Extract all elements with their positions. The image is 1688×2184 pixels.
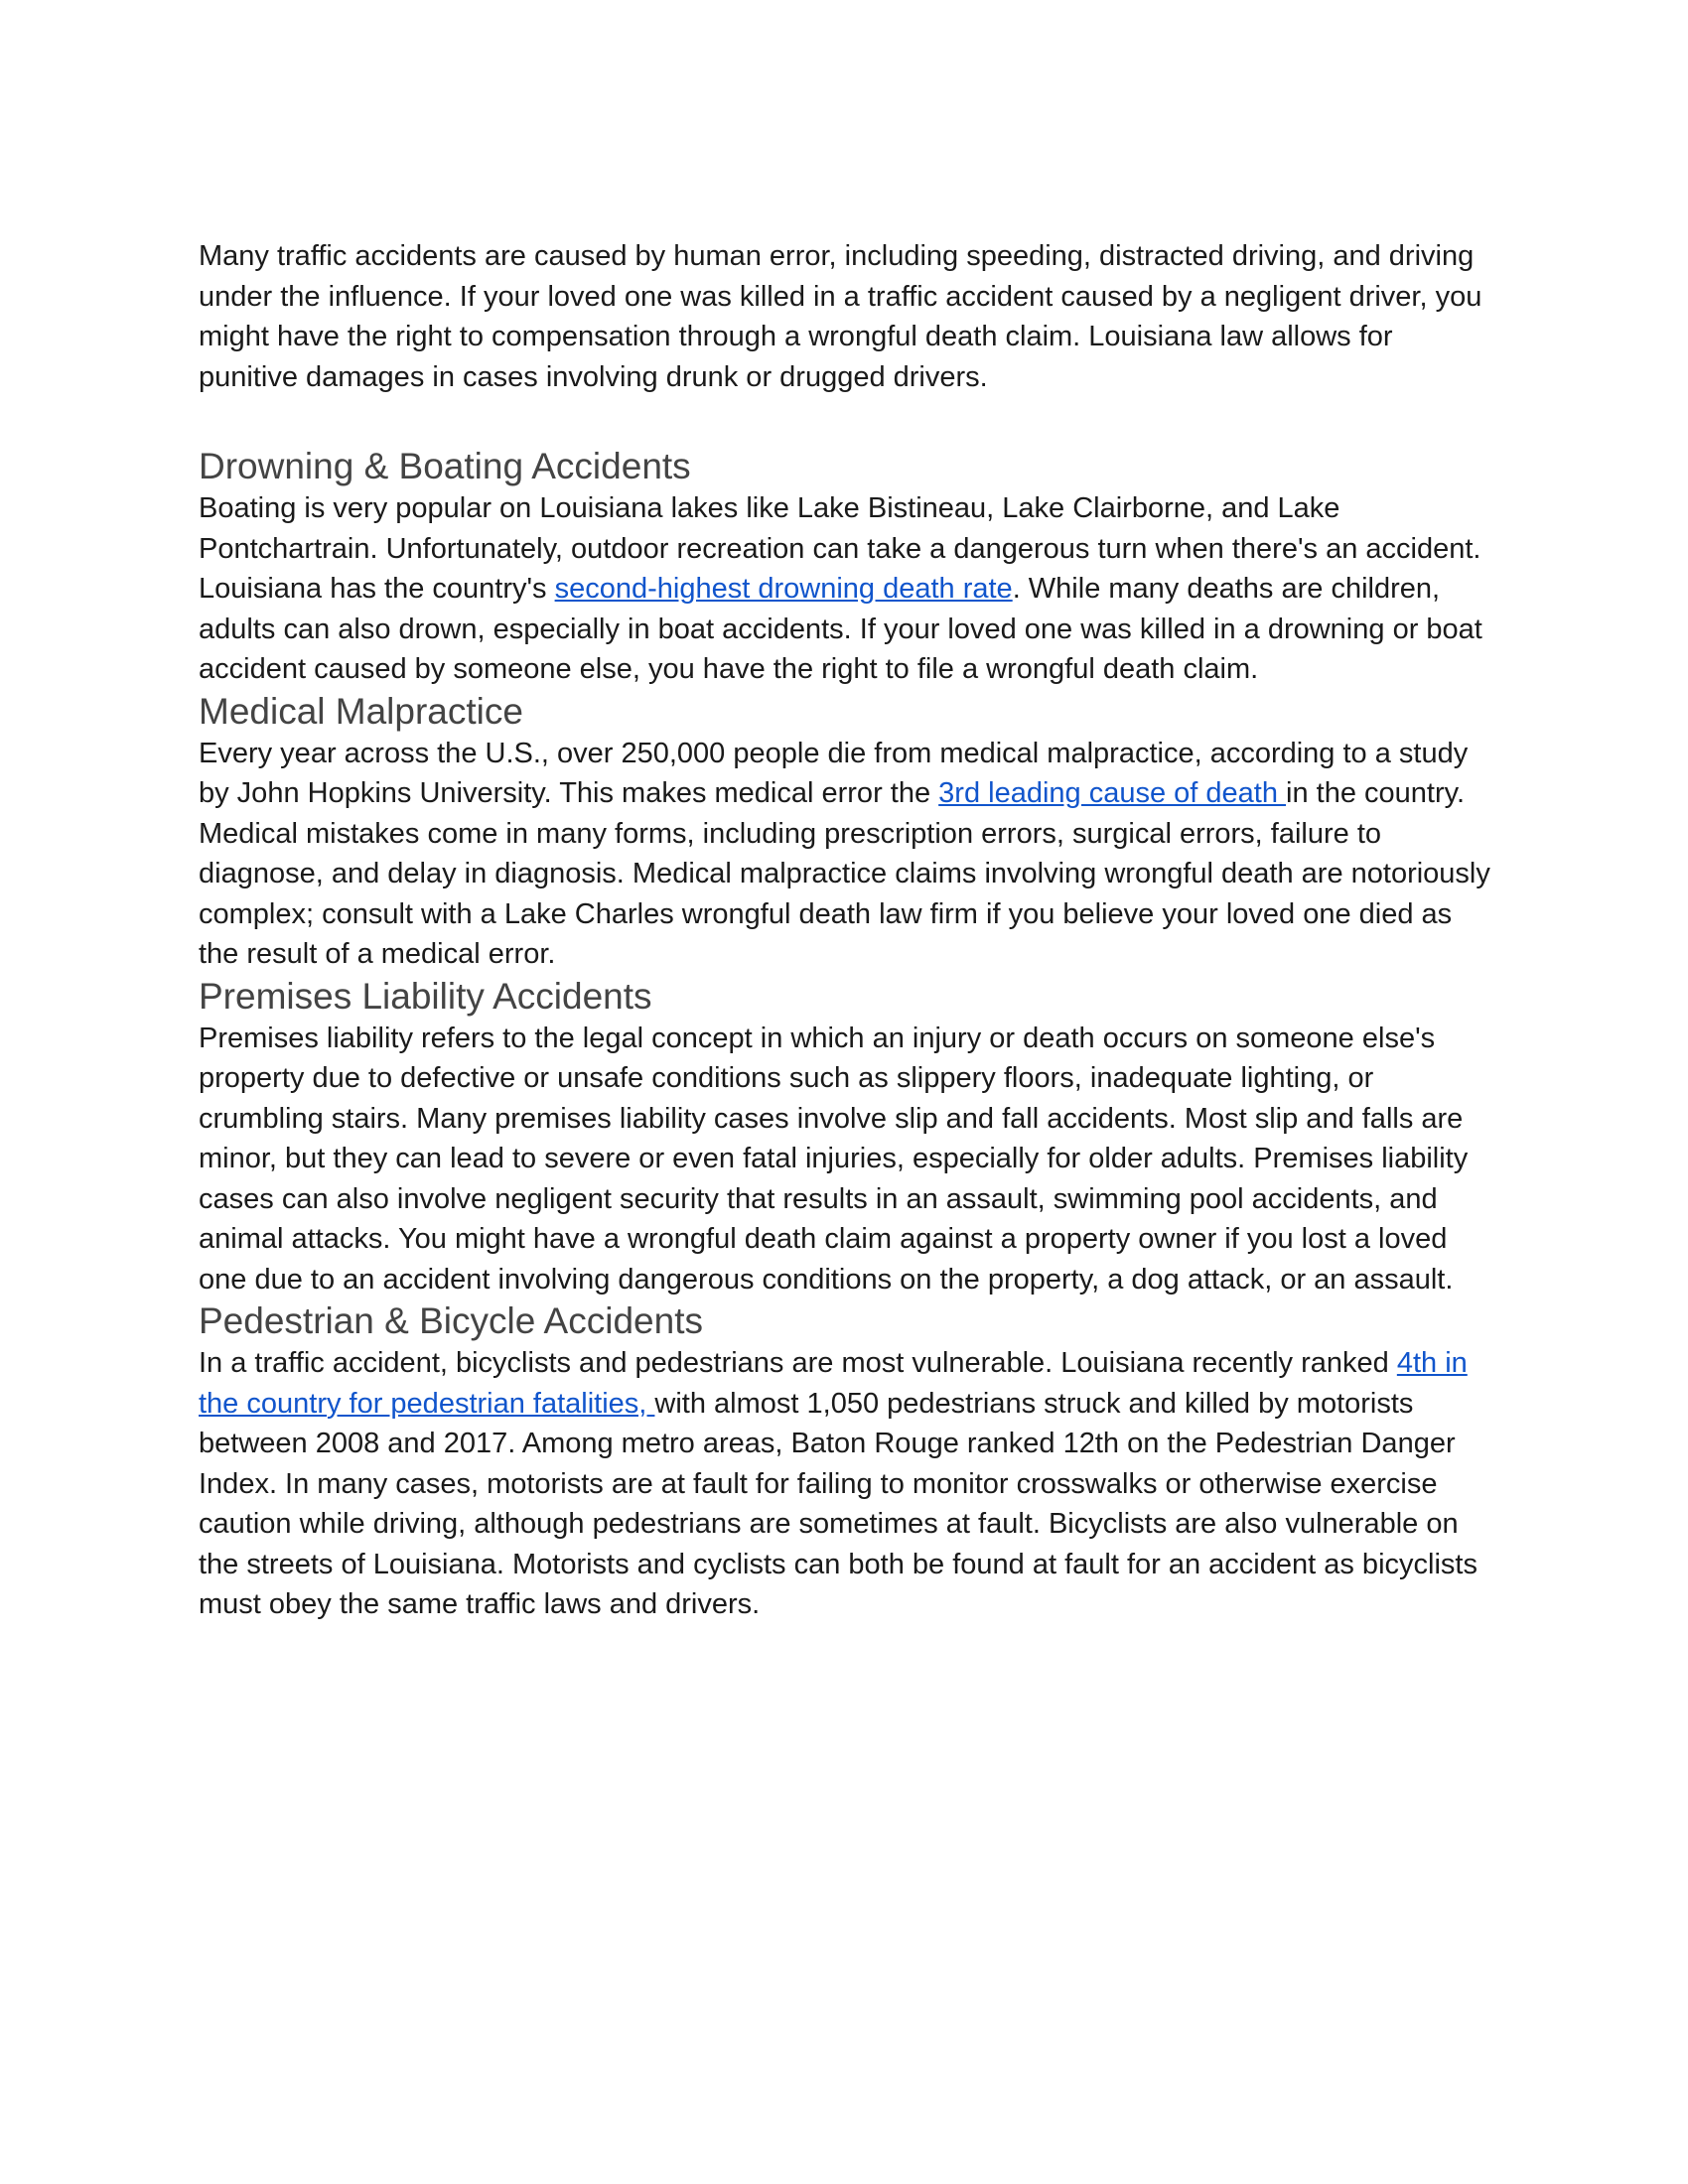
premises-text: Premises liability refers to the legal concept in which an injury or death occurs on someone else's property due to defective or unsafe conditions such as slippery floors, inadequate lighting, or crumbling stairs. Many premises liability cases involve slip and fall accidents. Most slip and falls are minor, but they can lead to severe or even fatal injuries, especially for older adults. Premises liability cases can also involve negligent security that results in an assault, swimming pool accidents, and animal attacks. You might have a wrongful death claim against a property owner if you lost a loved one due to an accident involving dangerous conditions on the property, a dog attack, or an assault.	[199, 1022, 1469, 1296]
intro-paragraph	[199, 236, 1499, 397]
heading-premises: Premises Liability Accidents	[199, 975, 652, 1017]
drowning-paragraph	[199, 488, 1499, 690]
drowning-death-rate-link[interactable]: second-highest drowning death rate	[554, 573, 1013, 605]
malpractice-text-after: in the country. Medical mistakes come in many forms, including prescription errors, surgical errors, failure to diagnose, and delay in diagnosis. Medical malpractice claims involving wrongful death are notoriously complex; consult with a Lake Charles wrongful death law firm if you believe your loved one died as the result of a medical error.	[199, 777, 1490, 970]
drowning-text-before: Boating is very popular on Louisiana lakes like Lake Bistineau, Lake Clairborne, and Lake Pontchartrain. Unfortunately, outdoor recreation can take a dangerous turn when there's an accident. Louisiana has the country's	[199, 492, 1481, 605]
heading-malpractice: Medical Malpractice	[199, 690, 523, 732]
malpractice-text-before: Every year across the U.S., over 250,000 people die from medical malpractice, according to a study by John Hopkins University. This makes medical error the	[199, 737, 1469, 809]
leading-cause-of-death-link[interactable]: 3rd leading cause of death	[938, 777, 1287, 809]
document-page	[199, 236, 1499, 1625]
pedestrian-text-after: with almost 1,050 pedestrians struck and killed by motorists between 2008 and 2017. Among metro areas, Baton Rouge ranked 12th on the Pedestrian Danger Index. In many cases, motorists are at fault for failing to monitor crosswalks or otherwise exercise caution while driving, although pedestrians are sometimes at fault. Bicyclists are also vulnerable on the streets of Louisiana. Motorists and cyclists can both be found at fault for an accident as bicyclists must obey the same traffic laws and drivers.	[199, 1387, 1477, 1620]
premises-paragraph	[199, 1019, 1499, 1300]
pedestrian-fatalities-link[interactable]: 4th in the country for pedestrian fatalities,	[199, 1347, 1468, 1420]
malpractice-paragraph	[199, 734, 1499, 975]
drowning-text-after: . While many deaths are children, adults can also drown, especially in boat accidents. If your loved one was killed in a drowning or boat accident caused by someone else, you have the right to file a wrongful death claim.	[199, 573, 1482, 685]
heading-pedestrian: Pedestrian & Bicycle Accidents	[199, 1300, 703, 1341]
pedestrian-paragraph	[199, 1343, 1499, 1625]
pedestrian-text-before: In a traffic accident, bicyclists and pedestrians are most vulnerable. Louisiana recently ranked	[199, 1347, 1397, 1379]
intro-text: Many traffic accidents are caused by human error, including speeding, distracted driving, and driving under the influence. If your loved one was killed in a traffic accident caused by a negligent driver, you might have the right to compensation through a wrongful death claim. Louisiana law allows for punitive damages in cases involving drunk or drugged drivers.	[199, 240, 1482, 393]
heading-drowning: Drowning & Boating Accidents	[199, 446, 691, 486]
